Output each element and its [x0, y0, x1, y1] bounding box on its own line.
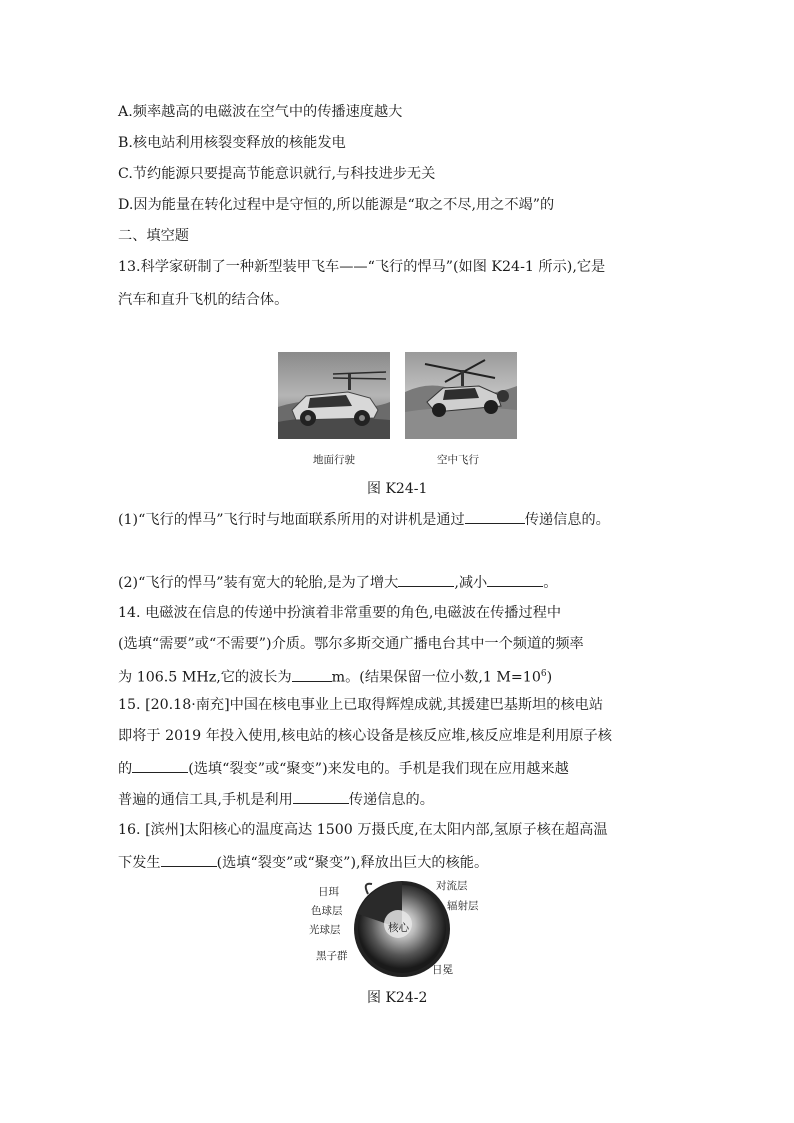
answer-blank[interactable]: [292, 667, 332, 682]
q13-sub2-text-a: (2)“飞行的悍马”装有宽大的轮胎,是为了增大: [118, 575, 399, 591]
answer-blank[interactable]: [487, 572, 543, 587]
answer-blank[interactable]: [132, 758, 188, 773]
label-corona: 日冕: [432, 964, 453, 976]
label-convection: 对流层: [436, 880, 468, 892]
q14-exponent: 6: [540, 669, 547, 679]
q13-line-1: 13.科学家研制了一种新型装甲飞车——“飞行的悍马”(如图 K24-1 所示),它是: [118, 259, 606, 275]
q15-line4-text-b: 传递信息的。: [348, 792, 434, 808]
option-d: D.因为能量在转化过程中是守恒的,所以能源是“取之不尽,用之不竭”的: [118, 197, 555, 213]
fig2-caption: 图 K24-2: [367, 990, 428, 1006]
q15-line4-text-a: 普遍的通信工具,手机是利用: [118, 792, 293, 808]
q15-line-3: [118, 758, 569, 779]
option-c: C.节约能源只要提高节能意识就行,与科技进步无关: [118, 166, 436, 182]
label-chromosphere: 色球层: [311, 905, 343, 917]
fig1-label-air: 空中飞行: [437, 454, 479, 466]
option-a: A.频率越高的电磁波在空气中的传播速度越大: [118, 104, 403, 120]
q13-sub-1: [118, 509, 610, 530]
label-blackspots: 黑子群: [316, 950, 348, 962]
answer-blank[interactable]: [293, 789, 349, 804]
q13-sub2-text-c: 。: [543, 575, 558, 591]
q15-line3-text-a: 的: [118, 761, 133, 777]
q16-line2-text-b: (选填“裂变”或“聚变”),释放出巨大的核能。: [216, 855, 489, 871]
q16-line-2: [118, 852, 488, 873]
q15-line3-text-b: (选填“裂变”或“聚变”)来发电的。手机是我们现在应用越来越: [188, 761, 569, 777]
q13-sub-2: [118, 572, 557, 593]
photo-air-flying: [405, 352, 517, 439]
q14-line3-text-b: m。(结果保留一位小数,1 M=10: [331, 669, 541, 686]
q14-line-3: [118, 664, 552, 688]
label-radiation: 辐射层: [447, 900, 479, 912]
q13-sub1-text-a: (1)“飞行的悍马”飞行时与地面联系所用的对讲机是通过: [118, 512, 465, 528]
label-photosphere: 光球层: [309, 924, 341, 936]
answer-blank[interactable]: [465, 509, 525, 524]
q13-sub2-text-b: ,减小: [454, 575, 488, 591]
fig1-label-ground: 地面行驶: [313, 454, 355, 466]
q14-line-1: 14. 电磁波在信息的传递中扮演着非常重要的角色,电磁波在传播过程中: [118, 605, 562, 621]
q14-line3-text-a: 为 106.5 MHz,它的波长为: [118, 669, 292, 686]
section-title: 二、填空题: [118, 228, 189, 244]
q13-sub1-text-b: 传递信息的。: [524, 512, 610, 528]
label-core: 核心: [388, 922, 409, 934]
q13-line-2: 汽车和直升飞机的结合体。: [118, 292, 289, 308]
q15-line-4: [118, 789, 434, 810]
option-b: B.核电站利用核裂变释放的核能发电: [118, 135, 346, 151]
fig1-caption: 图 K24-1: [367, 481, 428, 497]
q16-line-1: 16. [滨州]太阳核心的温度高达 1500 万摄氏度,在太阳内部,氢原子核在超高温: [118, 822, 608, 838]
q15-line-2: 即将于 2019 年投入使用,核电站的核心设备是核反应堆,核反应堆是利用原子核: [118, 728, 612, 744]
q14-line3-text-c: ): [546, 669, 553, 686]
q14-line-2: (选填“需要”或“不需要”)介质。鄂尔多斯交通广播电台其中一个频道的频率: [118, 636, 584, 652]
answer-blank[interactable]: [398, 572, 454, 587]
q16-line2-text-a: 下发生: [118, 855, 161, 871]
answer-blank[interactable]: [161, 852, 217, 867]
photo-ground-driving: [278, 352, 390, 439]
q15-line-1: 15. [20.18·南充]中国在核电事业上已取得辉煌成就,其援建巴基斯坦的核电站: [118, 697, 604, 713]
label-sunspot: 日珥: [318, 886, 339, 898]
